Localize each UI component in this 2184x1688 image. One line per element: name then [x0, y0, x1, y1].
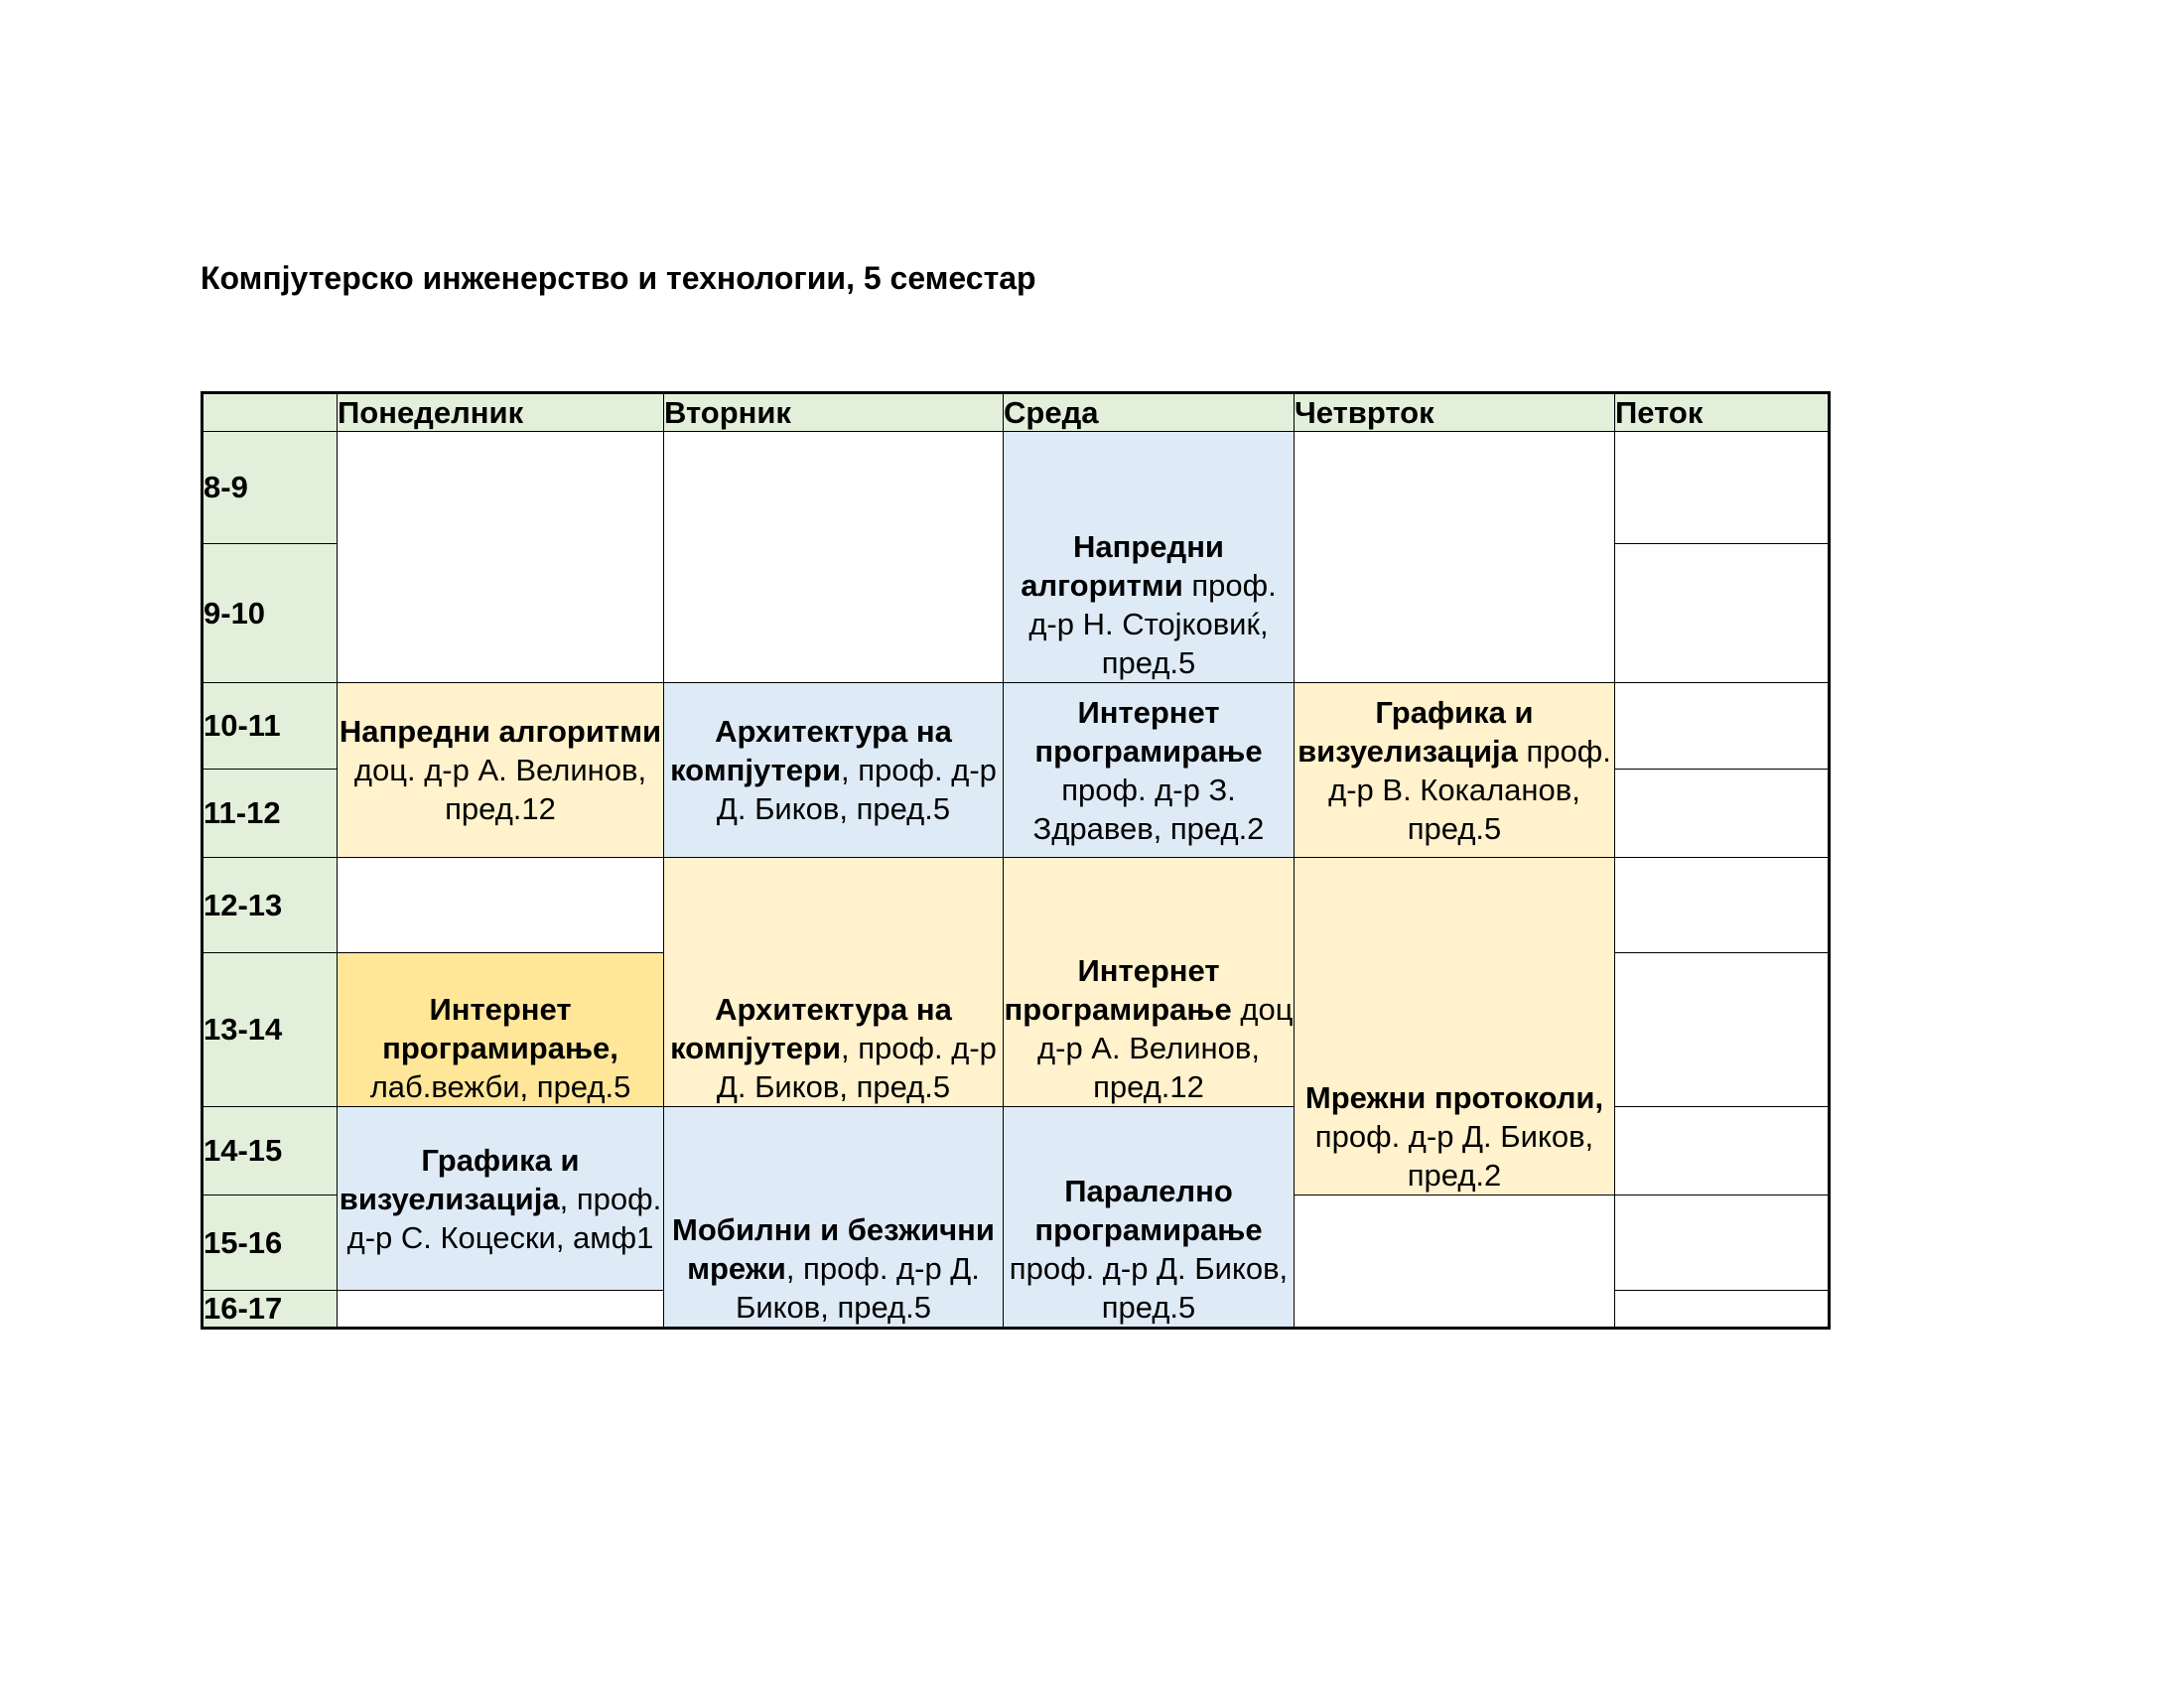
class-title: Паралелно програмирање [1034, 1174, 1263, 1247]
empty-cell [1615, 683, 1830, 770]
class-cell-wed-12 [1004, 858, 1295, 1107]
class-details: проф. д-р С. Коцески, амф1 [346, 1181, 662, 1255]
class-details: проф. д-р Д. Биков, пред.5 [716, 753, 997, 826]
empty-cell [1615, 1107, 1830, 1196]
class-title: Напредни алгоритми [1021, 529, 1224, 603]
time-slot-9-10: 9-10 [203, 544, 338, 683]
class-title: Интернет програмирање [1034, 694, 1263, 769]
day-header-tuesday: Вторник [664, 393, 1004, 432]
class-separator: , [785, 1251, 804, 1286]
time-slot-12-13: 12-13 [203, 858, 338, 953]
class-separator: , [841, 753, 859, 787]
empty-cell [664, 432, 1004, 683]
class-title: Мрежни протоколи, [1304, 1080, 1604, 1115]
class-details: лаб.вежби, пред.5 [369, 1069, 631, 1104]
class-details: доц. д-р А. Велинов, пред.12 [353, 753, 647, 826]
class-details: проф. д-р Н. Стојковиќ, пред.5 [1028, 568, 1277, 680]
class-title: Архитектура на компјутери [670, 992, 952, 1065]
empty-cell [1615, 858, 1830, 953]
class-title: Графика и визуелизација [339, 1142, 580, 1216]
empty-cell [338, 858, 664, 953]
class-title: Мобилни и безжични мрежи [672, 1212, 995, 1286]
empty-cell [338, 1291, 664, 1329]
empty-cell [1615, 544, 1830, 683]
time-slot-10-11: 10-11 [203, 683, 338, 770]
time-slot-16-17: 16-17 [203, 1291, 338, 1329]
empty-cell [1295, 432, 1615, 683]
class-cell-mon-13 [338, 953, 664, 1107]
empty-cell [1615, 953, 1830, 1107]
class-cell-mon-10 [338, 683, 664, 858]
table-row [203, 858, 1830, 953]
class-cell-tue-10 [664, 683, 1004, 858]
class-details: проф. д-р Д. Биков, пред.2 [1314, 1119, 1594, 1193]
corner-cell [203, 393, 338, 432]
class-cell-tue-12 [664, 858, 1004, 1107]
class-cell-thu-10 [1295, 683, 1615, 858]
class-title: Интернет програмирање, [382, 992, 618, 1065]
class-title: Напредни алгоритми [339, 714, 662, 749]
table-row [203, 683, 1830, 770]
time-slot-8-9: 8-9 [203, 432, 338, 544]
class-cell-tue-14 [664, 1107, 1004, 1329]
time-slot-13-14: 13-14 [203, 953, 338, 1107]
class-cell-wed-10 [1004, 683, 1295, 858]
class-details: проф. д-р Д. Биков, пред.5 [1009, 1251, 1289, 1325]
class-cell-thu-12 [1295, 858, 1615, 1196]
class-details: проф. д-р Д. Биков, пред.5 [735, 1251, 980, 1325]
class-cell-mon-14 [338, 1107, 664, 1291]
day-header-wednesday: Среда [1004, 393, 1295, 432]
class-title: Интернет програмирање [1004, 953, 1232, 1027]
empty-cell [338, 432, 664, 683]
empty-cell [1615, 432, 1830, 544]
class-details: проф. д-р З. Здравев, пред.2 [1032, 772, 1265, 846]
table-row [203, 432, 1830, 544]
page-title: Компјутерско инженерство и технологии, 5 семестар [201, 260, 1036, 296]
class-separator: , [559, 1181, 577, 1216]
empty-cell [1615, 770, 1830, 858]
class-separator: , [841, 1031, 859, 1065]
time-slot-15-16: 15-16 [203, 1196, 338, 1291]
day-header-monday: Понеделник [338, 393, 664, 432]
class-title: Графика и визуелизација [1297, 694, 1534, 769]
class-details: доц д-р А. Велинов, пред.12 [1037, 992, 1294, 1104]
empty-cell [1615, 1291, 1830, 1329]
class-cell-wed-8 [1004, 432, 1295, 683]
class-title: Архитектура на компјутери [670, 714, 952, 787]
header-row [203, 393, 1830, 432]
empty-cell [1615, 1196, 1830, 1291]
class-details: проф. д-р В. Кокаланов, пред.5 [1328, 733, 1611, 846]
class-cell-wed-14 [1004, 1107, 1295, 1329]
time-slot-14-15: 14-15 [203, 1107, 338, 1196]
day-header-friday: Петок [1615, 393, 1830, 432]
time-slot-11-12: 11-12 [203, 770, 338, 858]
schedule-table [201, 391, 1831, 1330]
day-header-thursday: Четврток [1295, 393, 1615, 432]
empty-cell [1295, 1196, 1615, 1329]
class-details: проф. д-р Д. Биков, пред.5 [716, 1031, 997, 1104]
